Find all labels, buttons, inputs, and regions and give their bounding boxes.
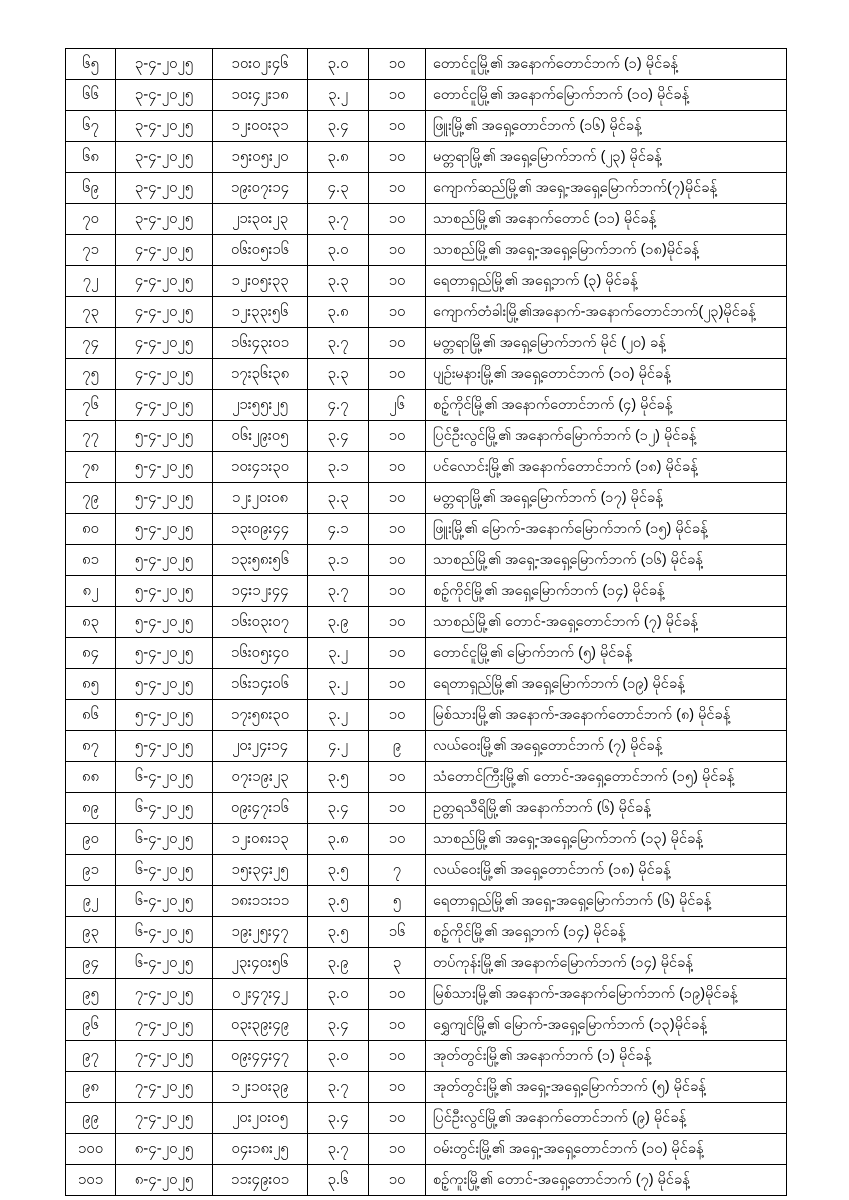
cell-serial-number: ၈၅ bbox=[66, 669, 116, 700]
cell-location: ပြင်ဦးလွင်မြို့၏ အနောက်မြောက်ဘက် (၁၂) မိုင်ခန့် bbox=[426, 421, 787, 452]
table-row bbox=[66, 1041, 787, 1072]
cell-location: ပင်လောင်းမြို့၏ အနောက်တောင်ဘက် (၁၈) မိုင်ခန့် bbox=[426, 452, 787, 483]
cell-location: စဉ့်ကိုင်မြို့၏ အရှေ့ဘက် (၁၄) မိုင်ခန့် bbox=[426, 917, 787, 948]
table-body bbox=[66, 49, 787, 1196]
cell-location: မတ္တရာမြို့၏ အရှေ့မြောက်ဘက် (၂၃) မိုင်ခန့် bbox=[426, 142, 787, 173]
cell-serial-number: ၈၈ bbox=[66, 762, 116, 793]
cell-depth: ၁၀ bbox=[369, 1072, 426, 1103]
cell-date: ၆-၄-၂၀၂၅ bbox=[116, 886, 213, 917]
cell-location: သာစည်မြို့၏ အရှေ့-အရှေ့မြောက်ဘက် (၁၈)မိုင်ခန့် bbox=[426, 235, 787, 266]
cell-location: တောင်ငူမြို့၏ အနောက်မြောက်ဘက် (၁၀) မိုင်ခန့် bbox=[426, 80, 787, 111]
cell-serial-number: ၇၈ bbox=[66, 452, 116, 483]
cell-serial-number: ၇၁ bbox=[66, 235, 116, 266]
cell-serial-number: ၈၄ bbox=[66, 638, 116, 669]
table-row bbox=[66, 1103, 787, 1134]
cell-date: ၃-၄-၂၀၂၅ bbox=[116, 49, 213, 80]
cell-depth: ၂၆ bbox=[369, 390, 426, 421]
cell-time: ၀၃း၃၉း၄၉ bbox=[213, 1010, 308, 1041]
cell-date: ၈-၄-၂၀၂၅ bbox=[116, 1134, 213, 1165]
cell-time: ၁၂း၃၃း၅၆ bbox=[213, 297, 308, 328]
cell-serial-number: ၉၇ bbox=[66, 1041, 116, 1072]
cell-serial-number: ၇၆ bbox=[66, 390, 116, 421]
cell-magnitude: ၄.၂ bbox=[308, 731, 369, 762]
cell-date: ၆-၄-၂၀၂၅ bbox=[116, 917, 213, 948]
cell-date: ၈-၄-၂၀၂၅ bbox=[116, 1165, 213, 1196]
cell-location: စဉ့်ကူးမြို့၏ တောင်-အရှေ့တောင်ဘက် (၇) မိုင်ခန့် bbox=[426, 1165, 787, 1196]
cell-location: သံတောင်ကြီးမြို့၏ တောင်-အရှေ့တောင်ဘက် (၁၅) မိုင်ခန့် bbox=[426, 762, 787, 793]
cell-time: ၂၁း၅၅း၂၅ bbox=[213, 390, 308, 421]
table-row bbox=[66, 514, 787, 545]
cell-location: ကျောက်တံခါးမြို့၏အနောက်-အနောက်တောင်ဘက်(၂၃)မိုင်ခန့် bbox=[426, 297, 787, 328]
cell-serial-number: ၇၃ bbox=[66, 297, 116, 328]
cell-serial-number: ၉၄ bbox=[66, 948, 116, 979]
cell-magnitude: ၃.၇ bbox=[308, 1134, 369, 1165]
cell-date: ၅-၄-၂၀၂၅ bbox=[116, 545, 213, 576]
cell-depth: ၇ bbox=[369, 855, 426, 886]
cell-serial-number: ၉၂ bbox=[66, 886, 116, 917]
cell-depth: ၁၀ bbox=[369, 204, 426, 235]
cell-location: တောင်ငူမြို့၏ မြောက်ဘက် (၅) မိုင်ခန့် bbox=[426, 638, 787, 669]
cell-depth: ၁၀ bbox=[369, 111, 426, 142]
cell-date: ၄-၄-၂၀၂၅ bbox=[116, 390, 213, 421]
cell-serial-number: ၉၁ bbox=[66, 855, 116, 886]
table-row bbox=[66, 1010, 787, 1041]
cell-depth: ၁၀ bbox=[369, 576, 426, 607]
cell-magnitude: ၃.၂ bbox=[308, 669, 369, 700]
cell-depth: ၃ bbox=[369, 948, 426, 979]
cell-time: ၀၆း၀၅း၁၆ bbox=[213, 235, 308, 266]
cell-magnitude: ၃.၂ bbox=[308, 80, 369, 111]
cell-date: ၅-၄-၂၀၂၅ bbox=[116, 514, 213, 545]
cell-date: ၅-၄-၂၀၂၅ bbox=[116, 452, 213, 483]
cell-depth: ၁၀ bbox=[369, 235, 426, 266]
cell-magnitude: ၃.၀ bbox=[308, 979, 369, 1010]
table-row bbox=[66, 142, 787, 173]
cell-date: ၅-၄-၂၀၂၅ bbox=[116, 607, 213, 638]
cell-time: ၁၁း၄၉း၀၁ bbox=[213, 1165, 308, 1196]
cell-time: ၁၆း၁၄း၀၆ bbox=[213, 669, 308, 700]
table-row bbox=[66, 793, 787, 824]
cell-magnitude: ၃.၇ bbox=[308, 576, 369, 607]
cell-serial-number: ၈၇ bbox=[66, 731, 116, 762]
cell-magnitude: ၄.၁ bbox=[308, 514, 369, 545]
cell-depth: ၁၆ bbox=[369, 917, 426, 948]
cell-date: ၆-၄-၂၀၂၅ bbox=[116, 793, 213, 824]
cell-date: ၄-၄-၂၀၂၅ bbox=[116, 328, 213, 359]
cell-date: ၇-၄-၂၀၂၅ bbox=[116, 979, 213, 1010]
cell-date: ၇-၄-၂၀၂၅ bbox=[116, 1072, 213, 1103]
cell-magnitude: ၃.၀ bbox=[308, 235, 369, 266]
table-row bbox=[66, 948, 787, 979]
table-row bbox=[66, 297, 787, 328]
cell-date: ၅-၄-၂၀၂၅ bbox=[116, 669, 213, 700]
cell-date: ၇-၄-၂၀၂၅ bbox=[116, 1010, 213, 1041]
table-row bbox=[66, 576, 787, 607]
cell-time: ၁၈း၁၁း၁၁ bbox=[213, 886, 308, 917]
cell-location: လယ်ဝေးမြို့၏ အရှေ့တောင်ဘက် (၁၈) မိုင်ခန့် bbox=[426, 855, 787, 886]
cell-time: ၁၃း၅၈း၅၆ bbox=[213, 545, 308, 576]
cell-time: ၂၁း၃၀း၂၃ bbox=[213, 204, 308, 235]
cell-location: ပျဉ်းမနားမြို့၏ အရှေ့တောင်ဘက် (၁၀) မိုင်ခန့် bbox=[426, 359, 787, 390]
cell-date: ၅-၄-၂၀၂၅ bbox=[116, 638, 213, 669]
cell-time: ၂၀း၂၄း၁၄ bbox=[213, 731, 308, 762]
cell-serial-number: ၉၉ bbox=[66, 1103, 116, 1134]
table-row bbox=[66, 1165, 787, 1196]
cell-magnitude: ၃.၇ bbox=[308, 1072, 369, 1103]
cell-date: ၄-၄-၂၀၂၅ bbox=[116, 235, 213, 266]
cell-location: ဖြူးမြို့၏ အရှေ့တောင်ဘက် (၁၆) မိုင်ခန့် bbox=[426, 111, 787, 142]
cell-magnitude: ၃.၇ bbox=[308, 328, 369, 359]
cell-serial-number: ၈၃ bbox=[66, 607, 116, 638]
cell-time: ၁၇း၅၈း၃၀ bbox=[213, 700, 308, 731]
cell-location: ရေတာရှည်မြို့၏ အရှေ့မြောက်ဘက် (၁၉) မိုင်ခန့် bbox=[426, 669, 787, 700]
cell-location: ရေတာရှည်မြို့၏ အရှေ့-အရှေ့မြောက်ဘက် (၆) မိုင်ခန့် bbox=[426, 886, 787, 917]
table-row bbox=[66, 700, 787, 731]
cell-location: စဉ့်ကိုင်မြို့၏ အနောက်တောင်ဘက် (၄) မိုင်ခန့် bbox=[426, 390, 787, 421]
cell-date: ၆-၄-၂၀၂၅ bbox=[116, 948, 213, 979]
cell-time: ၁၂း၂၀း၀၈ bbox=[213, 483, 308, 514]
cell-magnitude: ၃.၅ bbox=[308, 917, 369, 948]
cell-time: ၁၉း၀၇း၁၄ bbox=[213, 173, 308, 204]
cell-depth: ၁၀ bbox=[369, 142, 426, 173]
cell-serial-number: ၉၀ bbox=[66, 824, 116, 855]
table-row bbox=[66, 483, 787, 514]
cell-depth: ၁၀ bbox=[369, 297, 426, 328]
cell-date: ၅-၄-၂၀၂၅ bbox=[116, 700, 213, 731]
cell-depth: ၁၀ bbox=[369, 359, 426, 390]
cell-location: ဥတ္တရသီရိမြို့၏ အနောက်ဘက် (၆) မိုင်ခန့် bbox=[426, 793, 787, 824]
cell-time: ၁၆း၀၅း၄၀ bbox=[213, 638, 308, 669]
cell-location: လယ်ဝေးမြို့၏ အရှေ့တောင်ဘက် (၇) မိုင်ခန့် bbox=[426, 731, 787, 762]
table-row bbox=[66, 452, 787, 483]
cell-serial-number: ၉၅ bbox=[66, 979, 116, 1010]
cell-time: ၂၀း၂၀း၀၅ bbox=[213, 1103, 308, 1134]
cell-magnitude: ၃.၃ bbox=[308, 483, 369, 514]
table-row bbox=[66, 173, 787, 204]
cell-magnitude: ၃.၄ bbox=[308, 111, 369, 142]
cell-time: ၁၆း၀၃း၀၇ bbox=[213, 607, 308, 638]
cell-date: ၄-၄-၂၀၂၅ bbox=[116, 297, 213, 328]
cell-date: ၅-၄-၂၀၂၅ bbox=[116, 483, 213, 514]
cell-location: ရွှေကျင်မြို့၏ မြောက်-အရှေ့မြောက်ဘက် (၁၃)မိုင်ခန့် bbox=[426, 1010, 787, 1041]
cell-location: မတ္တရာမြို့၏ အရှေ့မြောက်ဘက် (၁၇) မိုင်ခန့် bbox=[426, 483, 787, 514]
table-row bbox=[66, 638, 787, 669]
cell-depth: ၁၀ bbox=[369, 979, 426, 1010]
cell-location: ဝမ်းတွင်းမြို့၏ အရှေ့-အရှေ့တောင်ဘက် (၁၀) မိုင်ခန့် bbox=[426, 1134, 787, 1165]
table-row bbox=[66, 731, 787, 762]
cell-date: ၅-၄-၂၀၂၅ bbox=[116, 731, 213, 762]
cell-time: ၀၇း၁၉း၂၃ bbox=[213, 762, 308, 793]
cell-time: ၁၀း၄၂း၁၈ bbox=[213, 80, 308, 111]
cell-date: ၆-၄-၂၀၂၅ bbox=[116, 855, 213, 886]
cell-time: ၁၅း၀၅း၂၀ bbox=[213, 142, 308, 173]
table-row bbox=[66, 421, 787, 452]
cell-serial-number: ၇၉ bbox=[66, 483, 116, 514]
cell-serial-number: ၆၉ bbox=[66, 173, 116, 204]
cell-depth: ၁၀ bbox=[369, 545, 426, 576]
cell-time: ၁၇း၃၆း၃၈ bbox=[213, 359, 308, 390]
cell-magnitude: ၃.၅ bbox=[308, 762, 369, 793]
cell-depth: ၉ bbox=[369, 731, 426, 762]
cell-serial-number: ၇၄ bbox=[66, 328, 116, 359]
cell-date: ၅-၄-၂၀၂၅ bbox=[116, 576, 213, 607]
cell-location: သာစည်မြို့၏ အနောက်တောင် (၁၁) မိုင်ခန့် bbox=[426, 204, 787, 235]
cell-time: ၀၄း၁၈း၂၅ bbox=[213, 1134, 308, 1165]
cell-depth: ၁၀ bbox=[369, 638, 426, 669]
table-row bbox=[66, 886, 787, 917]
cell-time: ၁၂း၀၅း၃၃ bbox=[213, 266, 308, 297]
cell-time: ၁၀း၄၁း၃၀ bbox=[213, 452, 308, 483]
cell-depth: ၁၀ bbox=[369, 793, 426, 824]
cell-date: ၅-၄-၂၀၂၅ bbox=[116, 421, 213, 452]
cell-location: ကျောက်ဆည်မြို့၏ အရှေ့-အရှေ့မြောက်ဘက်(၇)မိုင်ခန့် bbox=[426, 173, 787, 204]
cell-serial-number: ၆၇ bbox=[66, 111, 116, 142]
cell-date: ၃-၄-၂၀၂၅ bbox=[116, 204, 213, 235]
cell-location: သာစည်မြို့၏ အရှေ့-အရှေ့မြောက်ဘက် (၁၆) မိုင်ခန့် bbox=[426, 545, 787, 576]
cell-magnitude: ၃.၉ bbox=[308, 607, 369, 638]
cell-serial-number: ၆၆ bbox=[66, 80, 116, 111]
cell-magnitude: ၃.၆ bbox=[308, 1165, 369, 1196]
table-row bbox=[66, 1072, 787, 1103]
cell-date: ၃-၄-၂၀၂၅ bbox=[116, 142, 213, 173]
cell-date: ၇-၄-၂၀၂၅ bbox=[116, 1041, 213, 1072]
cell-depth: ၁၀ bbox=[369, 1103, 426, 1134]
cell-location: ရေတာရှည်မြို့၏ အရှေ့ဘက် (၃) မိုင်ခန့် bbox=[426, 266, 787, 297]
cell-magnitude: ၃.၈ bbox=[308, 297, 369, 328]
cell-time: ၁၂း၀၈း၁၃ bbox=[213, 824, 308, 855]
cell-serial-number: ၈၂ bbox=[66, 576, 116, 607]
cell-time: ၁၆း၄၃း၀၁ bbox=[213, 328, 308, 359]
cell-location: အုတ်တွင်းမြို့၏ အရှေ့-အရှေ့မြောက်ဘက် (၅) မိုင်ခန့် bbox=[426, 1072, 787, 1103]
cell-location: တပ်ကုန်းမြို့၏ အနောက်မြောက်ဘက် (၁၄) မိုင်ခန့် bbox=[426, 948, 787, 979]
cell-magnitude: ၃.၂ bbox=[308, 638, 369, 669]
cell-location: စဉ့်ကိုင်မြို့၏ အရှေ့မြောက်ဘက် (၁၄) မိုင်ခန့် bbox=[426, 576, 787, 607]
cell-serial-number: ၇၂ bbox=[66, 266, 116, 297]
cell-time: ၀၉း၄၇း၁၆ bbox=[213, 793, 308, 824]
cell-location: သာစည်မြို့၏ တောင်-အရှေ့တောင်ဘက် (၇) မိုင်ခန့် bbox=[426, 607, 787, 638]
cell-magnitude: ၃.၈ bbox=[308, 824, 369, 855]
cell-depth: ၁၀ bbox=[369, 266, 426, 297]
cell-depth: ၁၀ bbox=[369, 483, 426, 514]
cell-magnitude: ၄.၃ bbox=[308, 173, 369, 204]
table-row bbox=[66, 607, 787, 638]
cell-depth: ၁၀ bbox=[369, 49, 426, 80]
cell-magnitude: ၃.၉ bbox=[308, 948, 369, 979]
cell-magnitude: ၃.၄ bbox=[308, 1010, 369, 1041]
cell-serial-number: ၆၈ bbox=[66, 142, 116, 173]
table-row bbox=[66, 80, 787, 111]
table-row bbox=[66, 49, 787, 80]
table-row bbox=[66, 111, 787, 142]
cell-magnitude: ၃.၄ bbox=[308, 421, 369, 452]
cell-depth: ၁၀ bbox=[369, 762, 426, 793]
cell-serial-number: ၉၃ bbox=[66, 917, 116, 948]
cell-magnitude: ၃.၀ bbox=[308, 1041, 369, 1072]
cell-serial-number: ၈၁ bbox=[66, 545, 116, 576]
table-row bbox=[66, 359, 787, 390]
cell-depth: ၁၀ bbox=[369, 1041, 426, 1072]
cell-location: ဖြူးမြို့၏ မြောက်-အနောက်မြောက်ဘက် (၁၅) မိုင်ခန့် bbox=[426, 514, 787, 545]
cell-depth: ၁၀ bbox=[369, 824, 426, 855]
cell-time: ၁၅း၃၄း၂၅ bbox=[213, 855, 308, 886]
cell-date: ၆-၄-၂၀၂၅ bbox=[116, 762, 213, 793]
cell-time: ၂၃း၄၀း၅၆ bbox=[213, 948, 308, 979]
table-row bbox=[66, 762, 787, 793]
table-row bbox=[66, 669, 787, 700]
cell-date: ၆-၄-၂၀၂၅ bbox=[116, 824, 213, 855]
cell-serial-number: ၈၆ bbox=[66, 700, 116, 731]
cell-magnitude: ၃.၅ bbox=[308, 855, 369, 886]
cell-depth: ၁၀ bbox=[369, 421, 426, 452]
cell-depth: ၁၀ bbox=[369, 173, 426, 204]
cell-magnitude: ၃.၃ bbox=[308, 359, 369, 390]
cell-depth: ၁၀ bbox=[369, 328, 426, 359]
cell-time: ၁၃း၀၉း၄၄ bbox=[213, 514, 308, 545]
cell-time: ၁၉း၂၅း၄၇ bbox=[213, 917, 308, 948]
cell-depth: ၁၀ bbox=[369, 1165, 426, 1196]
cell-depth: ၁၀ bbox=[369, 1010, 426, 1041]
cell-serial-number: ၆၅ bbox=[66, 49, 116, 80]
cell-location: သာစည်မြို့၏ အရှေ့-အရှေ့မြောက်ဘက် (၁၃) မိုင်ခန့် bbox=[426, 824, 787, 855]
cell-serial-number: ၈၉ bbox=[66, 793, 116, 824]
cell-magnitude: ၃.၇ bbox=[308, 204, 369, 235]
cell-magnitude: ၃.၄ bbox=[308, 1103, 369, 1134]
cell-serial-number: ၁၀၀ bbox=[66, 1134, 116, 1165]
cell-depth: ၁၀ bbox=[369, 452, 426, 483]
table-row bbox=[66, 390, 787, 421]
table-row bbox=[66, 917, 787, 948]
cell-date: ၇-၄-၂၀၂၅ bbox=[116, 1103, 213, 1134]
cell-time: ၀၉း၄၄း၄၇ bbox=[213, 1041, 308, 1072]
cell-magnitude: ၃.၁ bbox=[308, 452, 369, 483]
cell-date: ၄-၄-၂၀၂၅ bbox=[116, 266, 213, 297]
cell-time: ၀၆း၂၉း၀၅ bbox=[213, 421, 308, 452]
cell-location: ပြင်ဦးလွင်မြို့၏ အနောက်တောင်ဘက် (၉) မိုင်ခန့် bbox=[426, 1103, 787, 1134]
cell-magnitude: ၃.၁ bbox=[308, 545, 369, 576]
cell-depth: ၁၀ bbox=[369, 700, 426, 731]
cell-depth: ၁၀ bbox=[369, 669, 426, 700]
cell-serial-number: ၈၀ bbox=[66, 514, 116, 545]
cell-magnitude: ၃.၃ bbox=[308, 266, 369, 297]
cell-location: မတ္တရာမြို့၏ အရှေ့မြောက်ဘက် မိုင် (၂၀) ခန့် bbox=[426, 328, 787, 359]
cell-serial-number: ၇၇ bbox=[66, 421, 116, 452]
cell-date: ၃-၄-၂၀၂၅ bbox=[116, 173, 213, 204]
table-row bbox=[66, 1134, 787, 1165]
cell-depth: ၁၀ bbox=[369, 514, 426, 545]
cell-serial-number: ၉၈ bbox=[66, 1072, 116, 1103]
cell-time: ၀၂း၄၇း၄၂ bbox=[213, 979, 308, 1010]
cell-location: အုတ်တွင်းမြို့၏ အနောက်ဘက် (၁) မိုင်ခန့် bbox=[426, 1041, 787, 1072]
cell-serial-number: ၇၀ bbox=[66, 204, 116, 235]
cell-date: ၃-၄-၂၀၂၅ bbox=[116, 111, 213, 142]
table-row bbox=[66, 235, 787, 266]
cell-location: မြစ်သားမြို့၏ အနောက်-အနောက်တောင်ဘက် (၈) မိုင်ခန့် bbox=[426, 700, 787, 731]
cell-location: မြစ်သားမြို့၏ အနောက်-အနောက်မြောက်ဘက် (၁၉)မိုင်ခန့် bbox=[426, 979, 787, 1010]
cell-magnitude: ၃.၀ bbox=[308, 49, 369, 80]
cell-serial-number: ၉၆ bbox=[66, 1010, 116, 1041]
cell-date: ၄-၄-၂၀၂၅ bbox=[116, 359, 213, 390]
table-row bbox=[66, 204, 787, 235]
cell-depth: ၁၀ bbox=[369, 80, 426, 111]
cell-location: တောင်ငူမြို့၏ အနောက်တောင်ဘက် (၁) မိုင်ခန့် bbox=[426, 49, 787, 80]
table-row bbox=[66, 328, 787, 359]
table-row bbox=[66, 545, 787, 576]
cell-serial-number: ၇၅ bbox=[66, 359, 116, 390]
cell-time: ၁၂း၀၀း၃၁ bbox=[213, 111, 308, 142]
table-row bbox=[66, 855, 787, 886]
cell-magnitude: ၃.၈ bbox=[308, 142, 369, 173]
cell-depth: ၅ bbox=[369, 886, 426, 917]
table-row bbox=[66, 979, 787, 1010]
cell-depth: ၁၀ bbox=[369, 607, 426, 638]
table-row bbox=[66, 824, 787, 855]
cell-magnitude: ၃.၂ bbox=[308, 700, 369, 731]
cell-date: ၃-၄-၂၀၂၅ bbox=[116, 80, 213, 111]
cell-magnitude: ၃.၄ bbox=[308, 793, 369, 824]
cell-time: ၁၄း၁၂း၄၄ bbox=[213, 576, 308, 607]
cell-serial-number: ၁၀၁ bbox=[66, 1165, 116, 1196]
table-row bbox=[66, 266, 787, 297]
earthquake-record-table bbox=[65, 48, 787, 1196]
cell-time: ၁၂း၁၀း၃၉ bbox=[213, 1072, 308, 1103]
cell-magnitude: ၃.၅ bbox=[308, 886, 369, 917]
cell-depth: ၁၀ bbox=[369, 1134, 426, 1165]
cell-magnitude: ၄.၇ bbox=[308, 390, 369, 421]
cell-time: ၁၀း၀၂း၄၆ bbox=[213, 49, 308, 80]
